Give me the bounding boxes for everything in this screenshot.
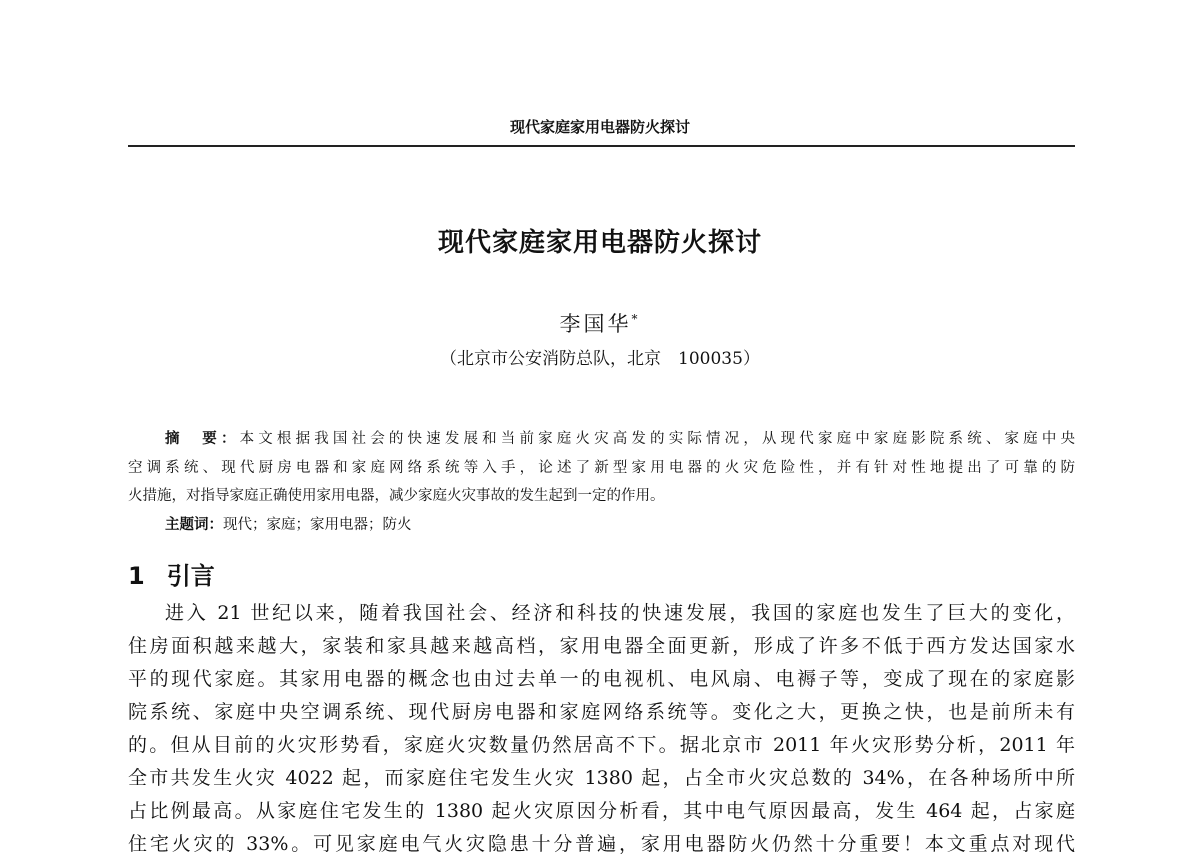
affiliation: （北京市公安消防总队，北京 100035） [440,349,760,369]
body-line: 住宅火灾的 33%。可见家庭电气火灾隐患十分普遍，家用电器防火仍然十分重要！本文重点对现代 [128,833,1075,854]
header-rule [128,145,1075,147]
abstract-text: 本文根据我国社会的快速发展和当前家庭火灾高发的实际情况，从现代家庭中家庭影院系统、家庭中央 [239,431,1075,447]
section-title: 引言 [166,562,215,590]
body-line: 平的现代家庭。其家用电器的概念也由过去单一的电视机、电风扇、电褥子等，变成了现在的家庭影 [128,668,1075,690]
author-footnote-mark: * [631,312,641,326]
body-line: 住房面积越来越大，家装和家具越来越高档，家用电器全面更新，形成了许多不低于西方发达国家水 [128,635,1075,657]
keywords-label: 主题词： [165,516,223,533]
author-name: 李国华 [559,312,632,336]
running-header: 现代家庭家用电器防火探讨 [509,118,690,136]
paper-title: 现代家庭家用电器防火探讨 [437,228,762,258]
author [0,308,1200,338]
body-text [128,597,1075,854]
body-line: 全市共发生火灾 4022 起，而家庭住宅发生火灾 1380 起，占全市火灾总数的 34%，在各种场所中所 [128,767,1075,789]
abstract-label: 摘 要： [165,431,240,447]
section-number: 1 [128,562,145,590]
abstract-line: 火措施，对指导家庭正确使用家用电器，减少家庭火灾事故的发生起到一定的作用。 [128,488,665,504]
keywords [128,511,1075,540]
body-line: 进入 21 世纪以来，随着我国社会、经济和科技的快速发展，我国的家庭也发生了巨大的变化， [165,602,1075,624]
body-line: 的。但从目前的火灾形势看，家庭火灾数量仍然居高不下。据北京市 2011 年火灾形势分析，2011 年 [128,734,1075,756]
abstract [128,425,1075,539]
section-heading [128,556,215,591]
body-line: 院系统、家庭中央空调系统、现代厨房电器和家庭网络系统等。变化之大，更换之快，也是前所未有 [128,701,1075,723]
abstract-line [128,425,1075,454]
keywords-text: 现代；家庭；家用电器；防火 [223,516,412,533]
abstract-line: 空调系统、现代厨房电器和家庭网络系统等入手，论述了新型家用电器的火灾危险性，并有针对性地提出了可靠的防 [128,459,1075,476]
body-line: 占比例最高。从家庭住宅发生的 1380 起火灾原因分析看，其中电气原因最高，发生 464 起，占家庭 [128,800,1075,822]
